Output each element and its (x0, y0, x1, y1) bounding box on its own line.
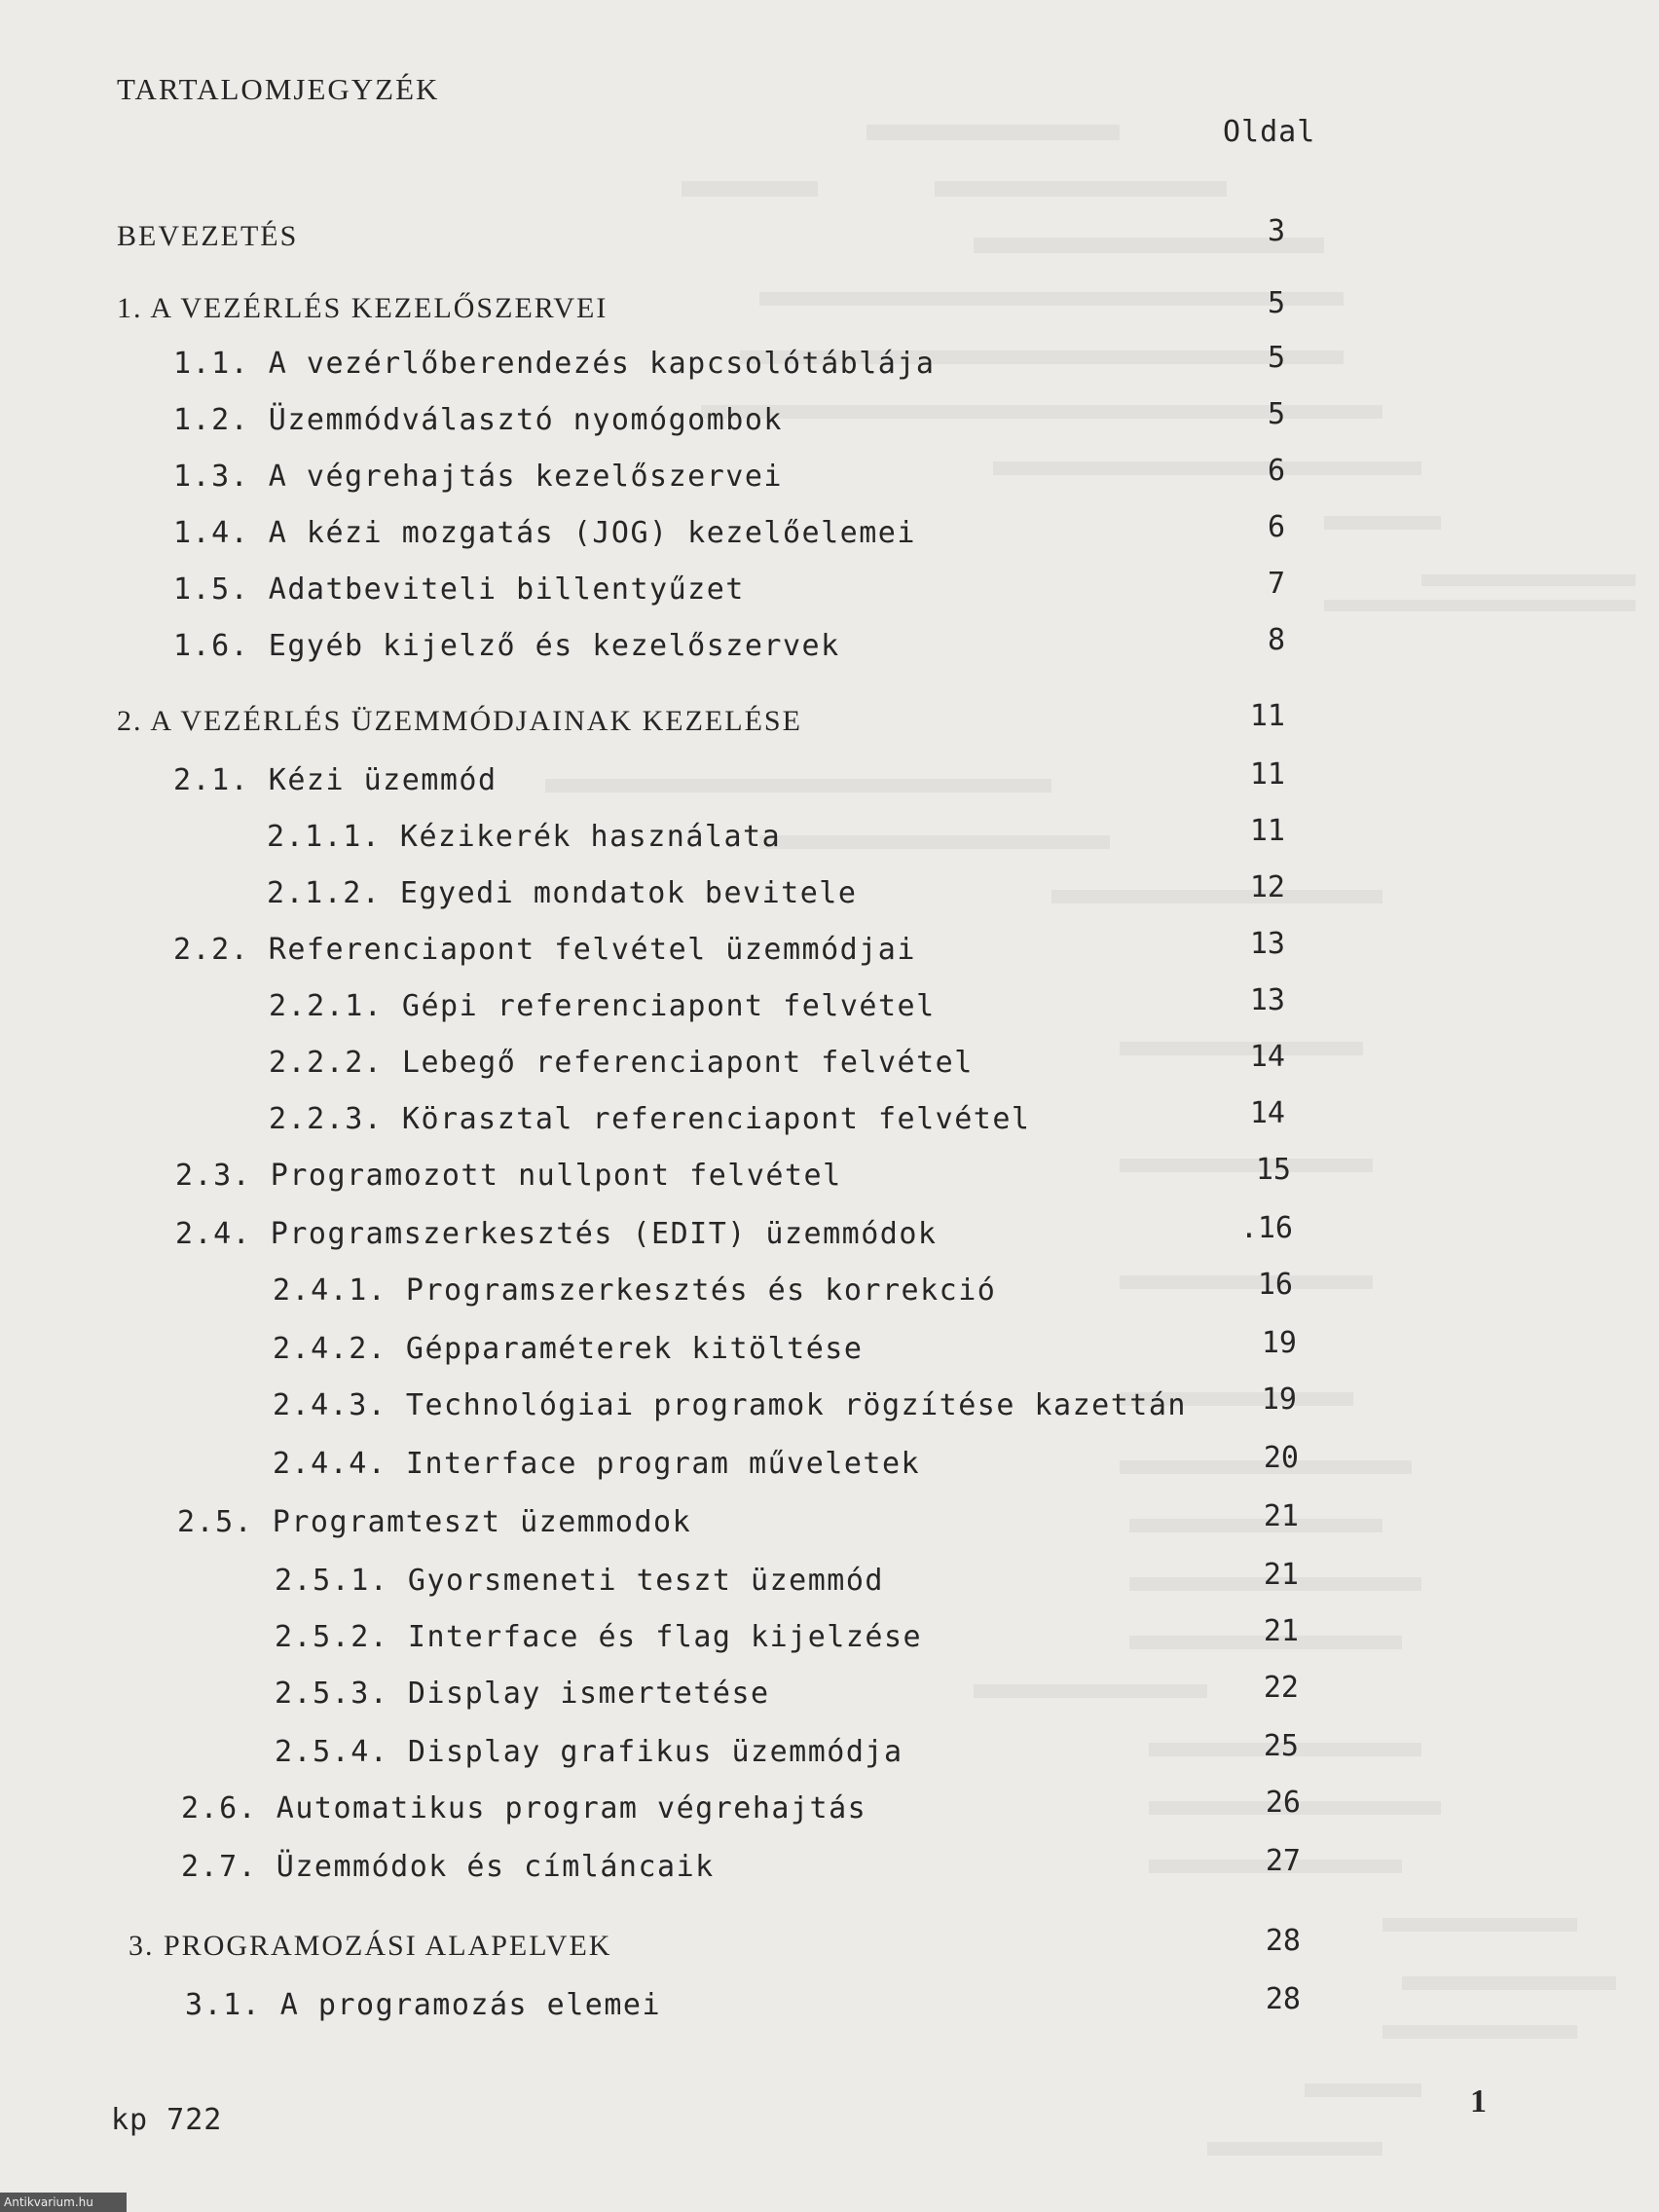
toc-entry[interactable] (0, 1326, 1659, 1375)
toc-entry[interactable] (0, 757, 1659, 806)
toc-entry-page: 21 (1263, 1558, 1299, 1592)
toc-entry-page: 28 (1265, 1982, 1301, 2016)
toc-entry-page: 5 (1267, 397, 1285, 431)
toc-entry-page: 14 (1249, 1096, 1285, 1130)
toc-entry-label: 2.2.2. Lebegő referenciapont felvétel (269, 1046, 974, 1080)
toc-entry[interactable] (0, 454, 1659, 502)
toc-entry[interactable] (0, 1671, 1659, 1719)
toc-entry-label: 2.2. Referenciapont felvétel üzemmódjai (173, 933, 916, 967)
toc-entry-page: 6 (1267, 510, 1285, 544)
toc-entry-page: 7 (1267, 567, 1285, 601)
toc-entry-label: 2.5.4. Display grafikus üzemmódja (275, 1735, 903, 1769)
toc-entry[interactable] (0, 1096, 1659, 1145)
toc-entry[interactable] (0, 510, 1659, 559)
toc-entry-page: 5 (1267, 286, 1285, 320)
toc-entry-page: .16 (1239, 1211, 1293, 1245)
toc-entry-label: 2.2.1. Gépi referenciapont felvétel (269, 989, 936, 1023)
toc-entry-label: 3. PROGRAMOZÁSI ALAPELVEK (129, 1930, 612, 1962)
toc-entry[interactable] (0, 1558, 1659, 1606)
toc-entry-label: 2.5.3. Display ismertetése (275, 1677, 770, 1711)
toc-entry-label: 2.5.1. Gyorsmeneti teszt üzemmód (275, 1564, 884, 1598)
page-number: 1 (1470, 2083, 1487, 2120)
toc-entry-label: 1.4. A kézi mozgatás (JOG) kezelőelemei (173, 516, 916, 550)
toc-entry-label: 1.1. A vezérlőberendezés kapcsolótáblája (173, 347, 936, 381)
toc-entry[interactable] (0, 1441, 1659, 1490)
toc-entry-page: 8 (1267, 623, 1285, 657)
toc-entry[interactable] (0, 623, 1659, 672)
toc-entry-page: 14 (1249, 1040, 1285, 1074)
toc-entry-page: 21 (1263, 1499, 1299, 1533)
toc-entry[interactable] (0, 214, 1659, 263)
toc-entry-page: 22 (1263, 1671, 1299, 1705)
toc-entry-page: 3 (1267, 214, 1285, 248)
toc-entry-page: 11 (1249, 699, 1285, 733)
toc-entry-label: 2.7. Üzemmódok és címláncaik (181, 1850, 715, 1884)
toc-entry[interactable] (0, 870, 1659, 919)
toc-entry-label: 1.3. A végrehajtás kezelőszervei (173, 460, 783, 494)
toc-entry-label: 2.4.2. Gépparaméterek kitöltése (273, 1332, 864, 1366)
toc-entry-label: 2.3. Programozott nullpont felvétel (175, 1159, 842, 1193)
toc-entry-label: 2.4.3. Technológiai programok rögzítése kazettán (273, 1388, 1187, 1422)
toc-entry[interactable] (0, 567, 1659, 615)
toc-entry-label: BEVEZETÉS (117, 220, 299, 252)
toc-entry-label: 2.2.3. Körasztal referenciapont felvétel (269, 1102, 1031, 1136)
toc-entry[interactable] (0, 1040, 1659, 1088)
toc-entry-page: 20 (1263, 1441, 1299, 1475)
toc-entry[interactable] (0, 1729, 1659, 1778)
toc-entry[interactable] (0, 1268, 1659, 1316)
toc-entry-label: 2.1.2. Egyedi mondatok bevitele (267, 876, 858, 910)
toc-entry[interactable] (0, 814, 1659, 863)
toc-entry-page: 19 (1261, 1326, 1297, 1360)
toc-entry-page: 28 (1265, 1924, 1301, 1958)
document-code: kp 722 (111, 2103, 223, 2137)
toc-entry-label: 3.1. A programozás elemei (185, 1988, 662, 2022)
toc-entry-label: 2.6. Automatikus program végrehajtás (181, 1791, 867, 1825)
toc-entry[interactable] (0, 927, 1659, 976)
toc-entry-label: 2.5. Programteszt üzemmodok (177, 1505, 692, 1539)
toc-entry-label: 2.1.1. Kézikerék használata (267, 820, 782, 854)
toc-entry[interactable] (0, 341, 1659, 389)
toc-entry-page: 13 (1249, 983, 1285, 1017)
toc-entry[interactable] (0, 1844, 1659, 1893)
toc-entry-label: 2.4. Programszerkesztés (EDIT) üzemmódok (175, 1217, 938, 1251)
toc-entry-page: 11 (1249, 757, 1285, 792)
toc-entry-label: 1.6. Egyéb kijelző és kezelőszervek (173, 629, 840, 663)
toc-entry-label: 1.2. Üzemmódválasztó nyomógombok (173, 403, 783, 437)
watermark: Antikvarium.hu (0, 2193, 127, 2212)
toc-entry-page: 15 (1255, 1153, 1291, 1187)
toc-entry[interactable] (0, 699, 1659, 748)
toc-entry[interactable] (0, 1153, 1659, 1201)
toc-entry-page: 11 (1249, 814, 1285, 848)
toc-entry[interactable] (0, 1982, 1659, 2031)
toc-entry[interactable] (0, 397, 1659, 446)
toc-entry-page: 5 (1267, 341, 1285, 375)
toc-entry-label: 2.4.4. Interface program műveletek (273, 1447, 921, 1481)
toc-entry-page: 13 (1249, 927, 1285, 961)
toc-entry-page: 25 (1263, 1729, 1299, 1763)
toc-entry[interactable] (0, 983, 1659, 1032)
toc-entry[interactable] (0, 1211, 1659, 1260)
toc-entry[interactable] (0, 1924, 1659, 1972)
toc-entry[interactable] (0, 1499, 1659, 1548)
toc-entry-label: 2.4.1. Programszerkesztés és korrekció (273, 1273, 997, 1308)
toc-entry-page: 6 (1267, 454, 1285, 488)
toc-entry-label: 1.5. Adatbeviteli billentyűzet (173, 572, 745, 607)
toc-entry[interactable] (0, 286, 1659, 335)
toc-entry-page: 26 (1265, 1786, 1301, 1820)
toc-entry-label: 1. A VEZÉRLÉS KEZELŐSZERVEI (117, 292, 608, 324)
toc-entry[interactable] (0, 1382, 1659, 1431)
toc-entry-label: 2.1. Kézi üzemmód (173, 763, 498, 797)
toc-entry-page: 12 (1249, 870, 1285, 904)
toc-title: TARTALOMJEGYZÉK (117, 72, 440, 106)
toc-entry-page: 21 (1263, 1614, 1299, 1648)
toc-entry-page: 27 (1265, 1844, 1301, 1878)
toc-entry-label: 2. A VEZÉRLÉS ÜZEMMÓDJAINAK KEZELÉSE (117, 705, 802, 737)
page-column-header: Oldal (1223, 115, 1316, 149)
toc-entry-label: 2.5.2. Interface és flag kijelzése (275, 1620, 923, 1654)
toc-entry[interactable] (0, 1786, 1659, 1834)
toc-entry-page: 19 (1261, 1382, 1297, 1417)
toc-entry[interactable] (0, 1614, 1659, 1663)
toc-entry-page: 16 (1257, 1268, 1293, 1302)
